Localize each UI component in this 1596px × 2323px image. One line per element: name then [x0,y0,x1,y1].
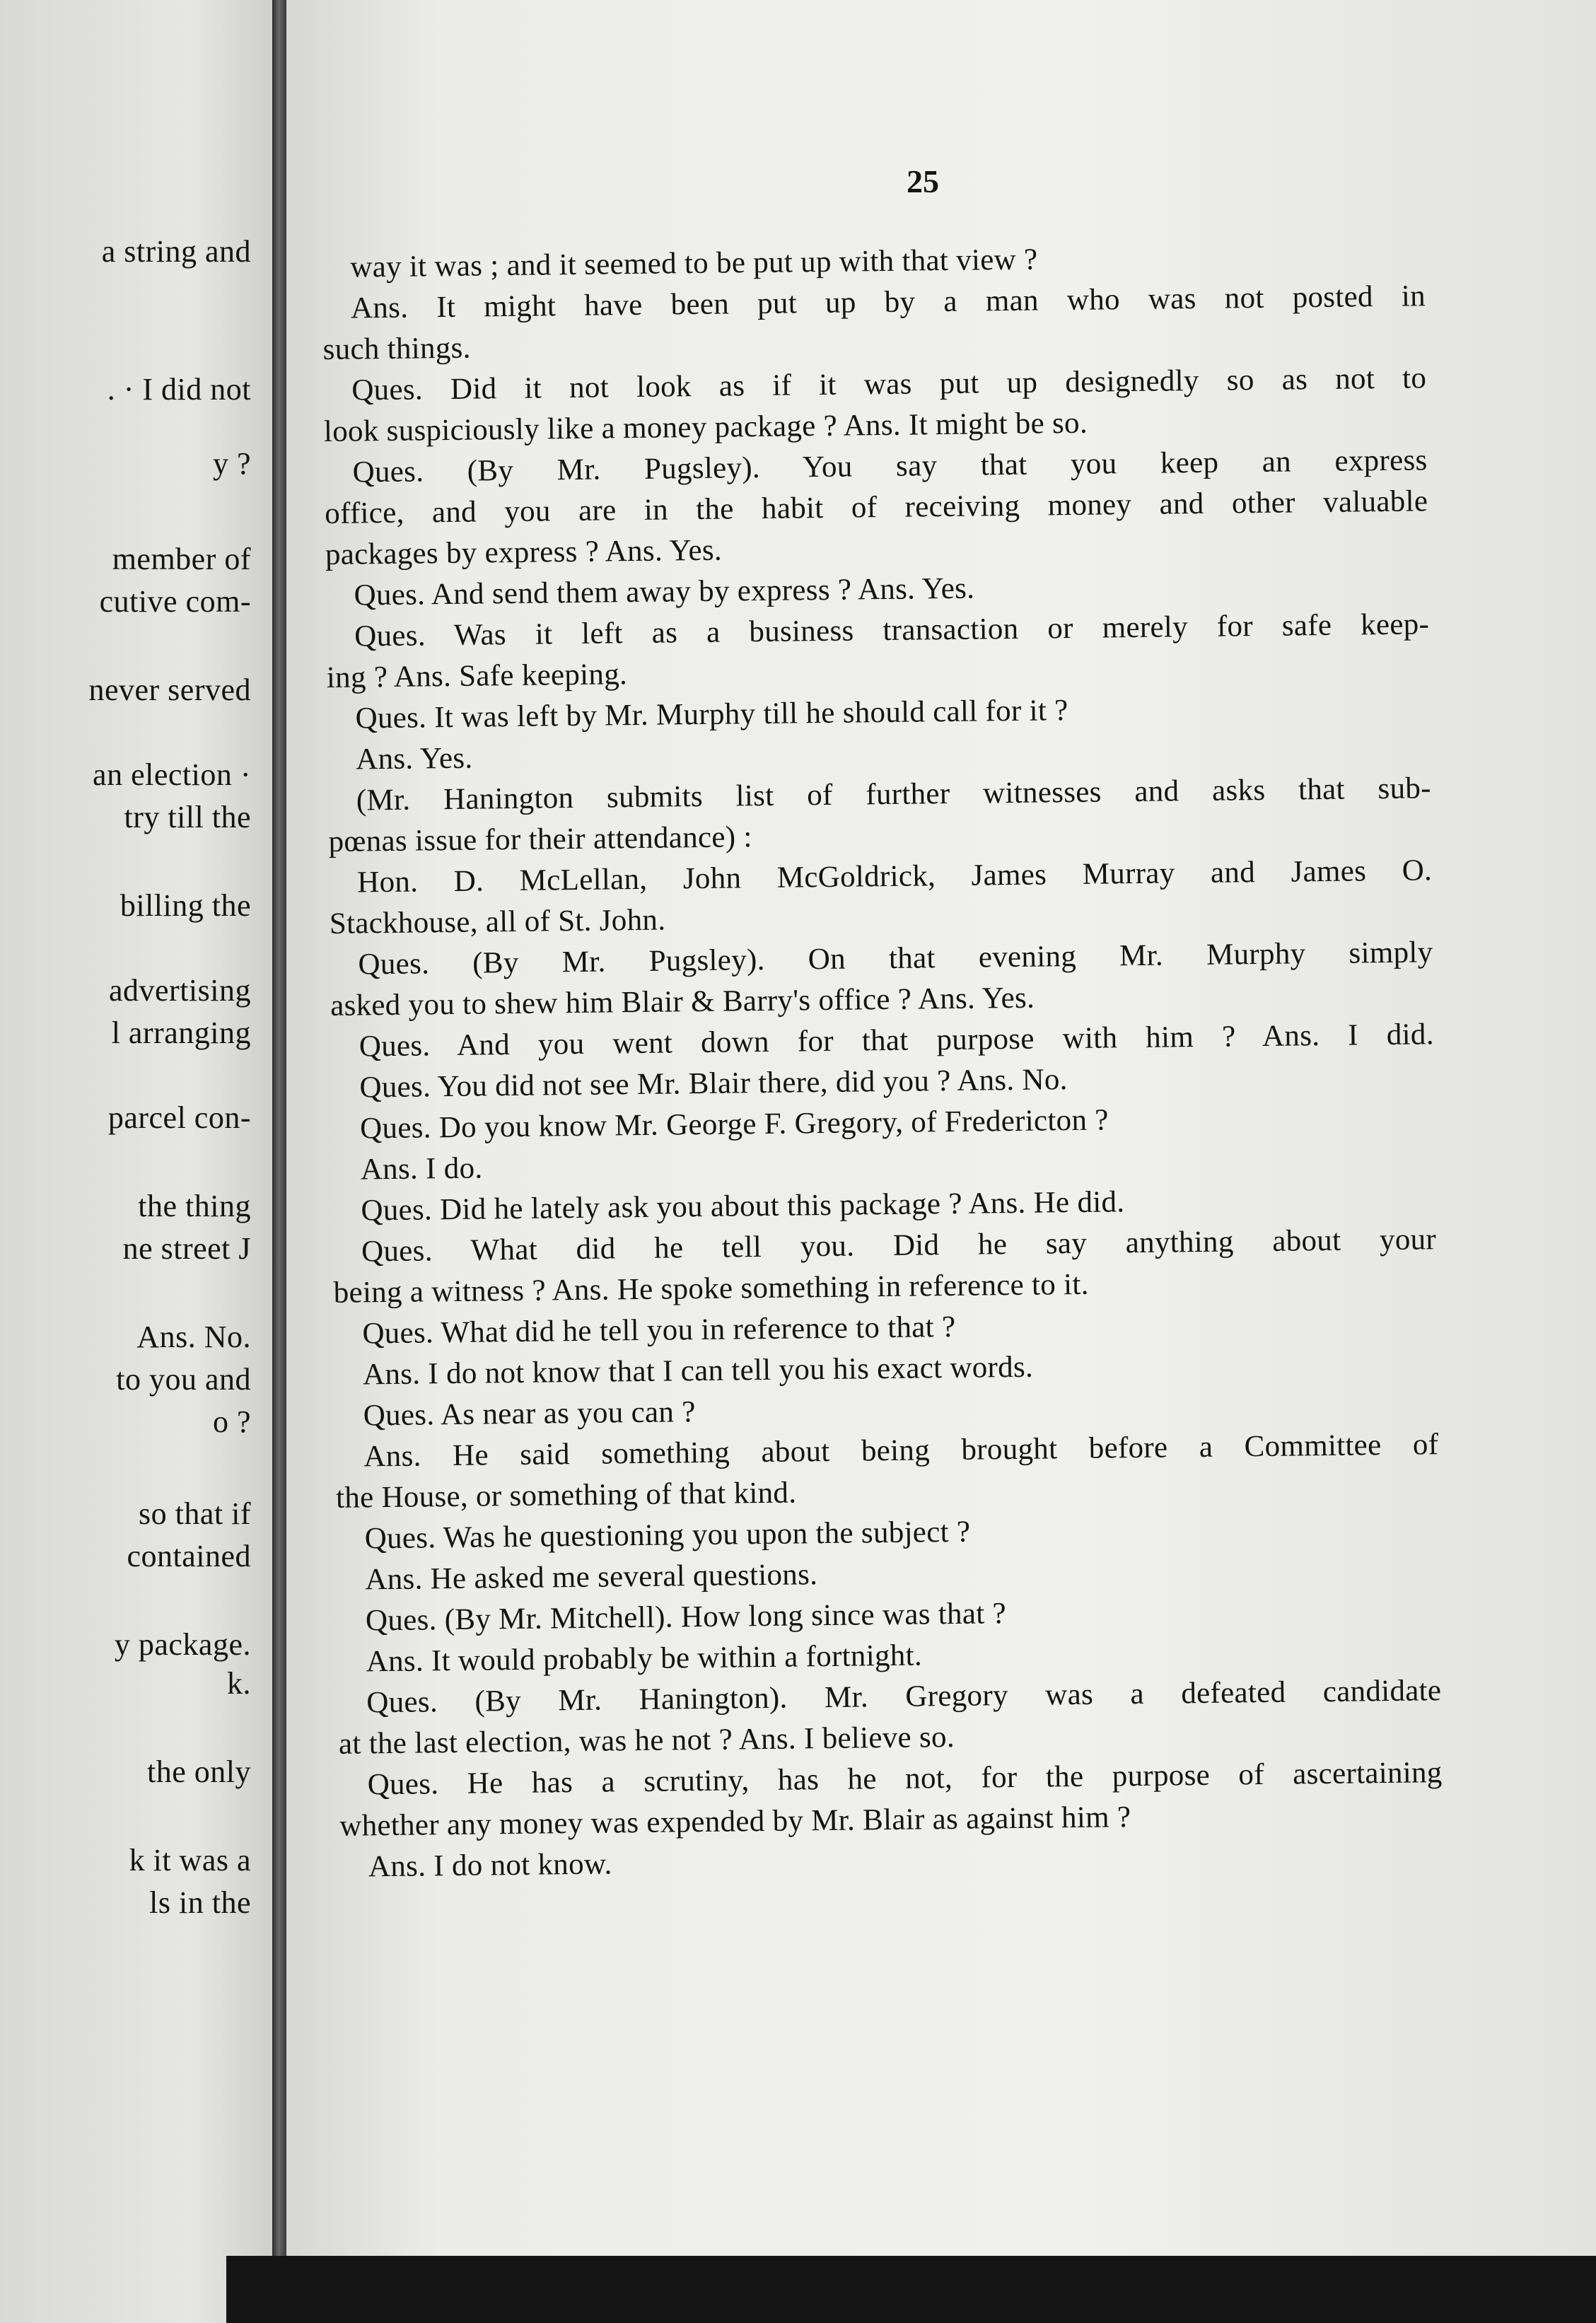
text-line: Ques. You did not see Mr. Blair there, did you ? Ans. No. [359,1063,1068,1105]
text-line: Ans. It would probably be within a fortnight. [366,1638,923,1679]
left-page-line-fragment: o ? [212,1404,251,1439]
text-line: Ques. What did he tell you in reference to that ? [362,1310,956,1351]
page-body-text [322,235,1443,1888]
left-page-line-fragment: the only [147,1754,251,1789]
left-page-line-fragment: ne street J [122,1231,251,1266]
left-page-line-fragment: contained [127,1539,251,1573]
text-line: look suspiciously like a money package ? Ans. It might be so. [323,406,1088,448]
text-line: whether any money was expended by Mr. Blair as against him ? [339,1800,1131,1843]
left-page-line-fragment: a string and [101,234,251,269]
text-line: asked you to shew him Blair & Barry's office ? Ans. Yes. [330,981,1035,1023]
text-line: Ques. As near as you can ? [363,1395,696,1433]
left-page-line-fragment: so that if [139,1496,251,1531]
left-page-line-fragment: advertising [108,973,251,1008]
left-page-line-fragment: an election · [93,757,251,792]
text-line: Ques. Did he lately ask you about this package ? Ans. He did. [361,1185,1125,1228]
text-line: Ans. I do not know that I can tell you his exact words. [362,1350,1034,1392]
text-line: way it was ; and it seemed to be put up with that view ? [350,243,1038,284]
text-line: such things. [322,331,471,366]
text-line: being a witness ? Ans. He spoke something in reference to it. [333,1267,1089,1310]
left-page-line-fragment: ls in the [149,1885,251,1920]
left-page-line-fragment: never served [88,673,251,707]
page-number: 25 [907,163,939,199]
text-line: Ans. He said something about being brought before a Committee of [363,1428,1439,1474]
text-line: Ques. Was it left as a business transaction or merely for safe keep- [354,607,1430,653]
text-line: pœnas issue for their attendance) : [328,820,752,858]
left-page-line-fragment: k it was a [129,1843,251,1877]
text-line: Stackhouse, all of St. John. [329,903,666,941]
text-line: at the last election, was he not ? Ans. I believe so. [338,1720,955,1761]
left-page-line-fragment: try till the [124,800,251,834]
left-page-line-fragment: l arranging [111,1015,251,1050]
text-line: packages by express ? Ans. Yes. [325,533,723,571]
left-page-line-fragment: to you and [116,1362,251,1397]
text-line: Ques. (By Mr. Hanington). Mr. Gregory was a defeated candidate [366,1674,1442,1720]
left-page-line-fragment: cutive com- [99,584,251,619]
text-line: Ques. Do you know Mr. George F. Gregory, of Fredericton ? [359,1103,1109,1146]
text-line: Ans. It might have been put up by a man who was not posted in [350,279,1426,325]
text-line: Ques. It was left by Mr. Murphy till he should call for it ? [355,694,1068,735]
left-page-line-fragment: member of [112,542,251,576]
text-line: Ques. (By Mr. Pugsley). On that evening Mr. Murphy simply [358,936,1433,982]
left-page-line-fragment: y package. [114,1627,251,1662]
book-gutter [272,0,286,2323]
left-page-line-fragment: parcel con- [107,1100,251,1135]
text-line: ing ? Ans. Safe keeping. [326,658,628,694]
text-line: Ques. He has a scrutiny, has he not, for the purpose of ascertaining [367,1756,1443,1802]
text-line: (Mr. Hanington submits list of further witnesses and asks that sub- [356,772,1432,817]
scan-bottom-edge [226,2256,1596,2323]
text-line: Ques. Did it not look as if it was put up designedly so as not to [351,361,1427,407]
text-line: Ques. And send them away by express ? Ans. Yes. [354,571,975,612]
left-page-line-fragment: k. [227,1666,251,1701]
text-line: Ans. I do not know. [368,1847,612,1884]
text-line: Ques. Was he questioning you upon the subject ? [364,1515,971,1556]
text-line: office, and you are in the habit of receiving money and other valuable [325,484,1428,530]
text-line: Ques. (By Mr. Pugsley). You say that you keep an express [352,443,1428,489]
left-page-line-fragment: Ans. No. [136,1320,251,1354]
left-page-line-fragment: y ? [212,446,251,481]
text-line: Hon. D. McLellan, John McGoldrick, James Murray and James O. [356,854,1433,899]
text-line: Ques. (By Mr. Mitchell). How long since was that ? [365,1597,1007,1638]
text-line: Ques. And you went down for that purpose with him ? Ans. I did. [359,1018,1434,1064]
text-line: Ans. He asked me several questions. [365,1558,818,1597]
text-line: Ans. I do. [360,1151,483,1187]
text-line: Ans. Yes. [355,741,473,776]
left-page-line-fragment: . · I did not [107,372,251,407]
text-line: Ques. What did he tell you. Did he say anything about your [361,1223,1437,1269]
left-page-line-fragment: billing the [120,888,251,923]
left-page-fragment [0,0,272,2323]
right-page [286,0,1596,2323]
text-line: the House, or something of that kind. [335,1476,797,1515]
left-page-line-fragment: the thing [138,1189,251,1223]
